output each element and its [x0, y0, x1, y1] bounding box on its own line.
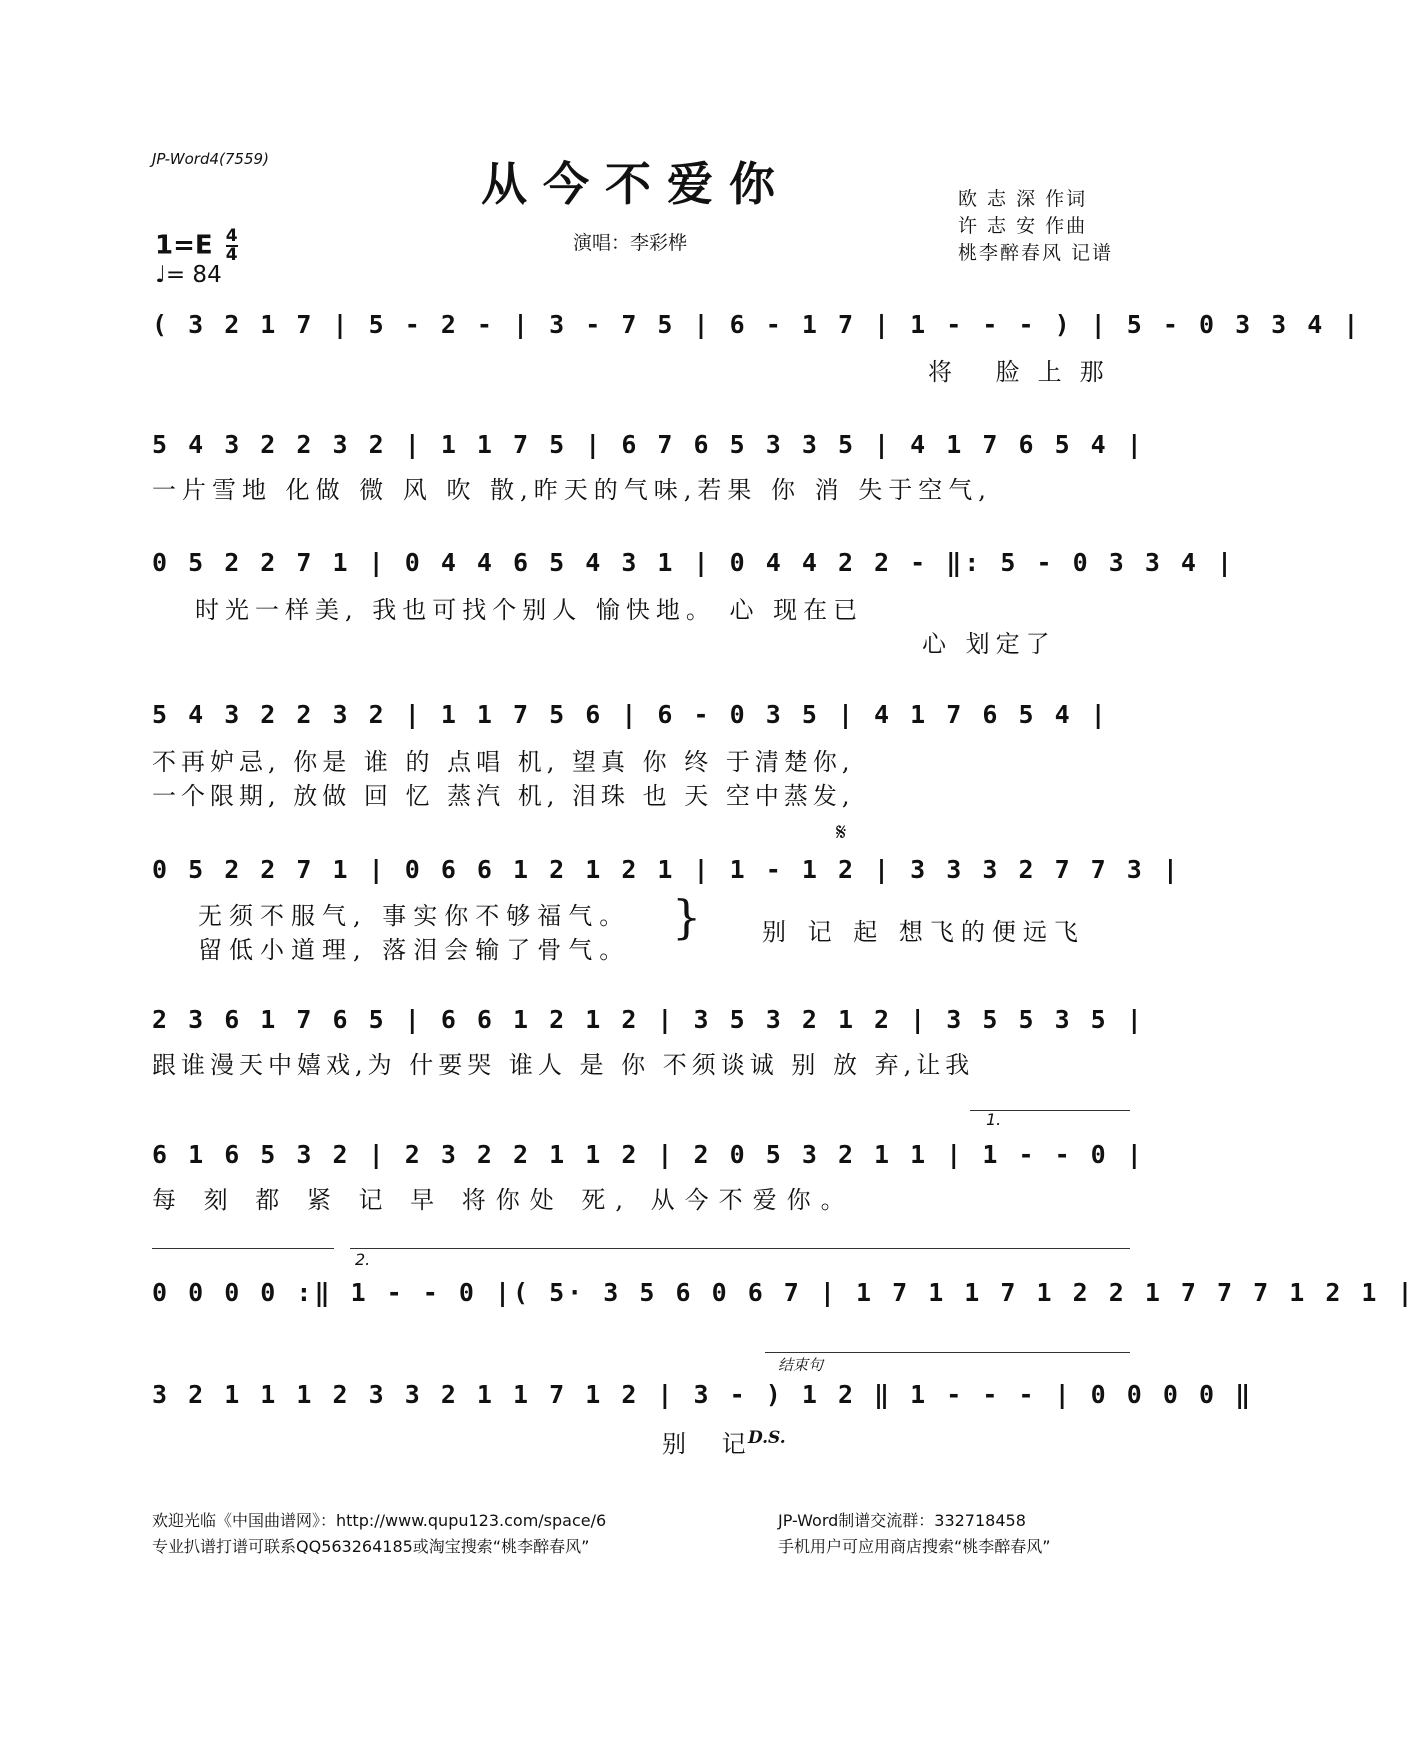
volta-2-label: 2.	[355, 1250, 371, 1269]
score-line-3-notes: 0 5 2 2 7 1 | 0 4 4 6 5 4 3 1 | 0 4 4 2 2 - ‖: 5 - 0 3 3 4 |	[152, 548, 1236, 577]
time-bottom: 4	[225, 245, 238, 265]
volta-1-continuation	[152, 1248, 334, 1249]
key: 1=E	[155, 230, 213, 261]
score-line-8-notes: 0 0 0 0 :‖ 1 - - 0 |( 5· 3 5 6 0 6 7 | 1 7 1 1 7 1 2 2 1 7 7 7 1 2 1 |	[152, 1278, 1416, 1307]
footer-right	[778, 1508, 1051, 1560]
footer-left	[152, 1508, 606, 1560]
footer-left-1: 欢迎光临《中国曲谱网》：http://www.qupu123.com/space/6	[152, 1511, 607, 1530]
score-line-6-lyrics: 跟谁漫天中嬉戏,为 什要哭 谁人 是 你 不须谈诚 别 放 弃,让我	[152, 1051, 975, 1079]
singer: 演唱：李彩桦	[573, 232, 688, 254]
footer-right-2: 手机用户可应用商店搜索“桃李醉春风”	[778, 1537, 1051, 1556]
score-line-2-lyrics: 一片雪地 化做 微 风 吹 散,昨天的气味,若果 你 消 失于空气,	[152, 476, 992, 504]
transcriber: 桃李醉春风 记谱	[958, 242, 1114, 264]
segno-icon: 𝄋	[836, 818, 847, 846]
dal-segno: D.S.	[748, 1428, 786, 1448]
score-line-1-notes: ( 3 2 1 7 | 5 - 2 - | 3 - 7 5 | 6 - 1 7 | 1 - - - ) | 5 - 0 3 3 4 |	[152, 310, 1362, 339]
ending-label: 结束句	[778, 1356, 824, 1374]
composer: 许 志 安 作曲	[958, 215, 1088, 237]
score-line-9-notes: 3 2 1 1 1 2 3 3 2 1 1 7 1 2 | 3 - ) 1 2 ‖ 1 - - - | 0 0 0 0 ‖	[152, 1380, 1254, 1409]
score-line-3-lyrics-a: 时光一样美, 我也可找个别人 愉快地。 心 现在已	[195, 596, 864, 624]
song-title: 从今不爱你	[481, 157, 791, 211]
score-line-5-lyrics-b: 留低小道理, 落泪会输了骨气。	[198, 936, 631, 964]
software-label: JP-Word4(7559)	[152, 150, 269, 168]
score-line-3-lyrics-b: 心 划定了	[922, 630, 1056, 658]
volta-1-label: 1.	[986, 1110, 1002, 1129]
key-signature	[155, 228, 238, 264]
score-line-9-lyrics: 别 记	[662, 1430, 760, 1458]
score-line-6-notes: 2 3 6 1 7 6 5 | 6 6 1 2 1 2 | 3 5 3 2 1 2 | 3 5 5 3 5 |	[152, 1005, 1145, 1034]
footer-left-2: 专业扒谱打谱可联系QQ563264185或淘宝搜索“桃李醉春风”	[152, 1537, 590, 1556]
score-line-5-notes: 0 5 2 2 7 1 | 0 6 6 1 2 1 2 1 | 1 - 1 2 | 3 3 3 2 7 7 3 |	[152, 855, 1181, 884]
score-line-4-notes: 5 4 3 2 2 3 2 | 1 1 7 5 6 | 6 - 0 3 5 | 4 1 7 6 5 4 |	[152, 700, 1109, 729]
score-line-5-lyrics-c: 别 记 起 想飞的便远飞	[762, 918, 1085, 946]
score-line-4-lyrics-b: 一个限期, 放做 回 忆 蒸汽 机, 泪珠 也 天 空中蒸发,	[152, 782, 855, 810]
footer-right-1: JP-Word制谱交流群：332718458	[778, 1511, 1026, 1530]
score-line-7-lyrics: 每 刻 都 紧 记 早 将你处 死, 从今不爱你。	[152, 1186, 855, 1214]
score-line-1-lyrics: 将 脸上那	[928, 358, 1122, 386]
tempo: ♩= 84	[155, 262, 222, 288]
ending-bracket	[765, 1352, 1130, 1353]
volta-2-bracket	[350, 1248, 1130, 1249]
credits	[958, 186, 1113, 267]
score-line-5-lyrics-a: 无须不服气, 事实你不够福气。	[198, 902, 631, 930]
score-line-2-notes: 5 4 3 2 2 3 2 | 1 1 7 5 | 6 7 6 5 3 3 5 | 4 1 7 6 5 4 |	[152, 430, 1145, 459]
brace: }	[672, 890, 702, 944]
score-line-7-notes: 6 1 6 5 3 2 | 2 3 2 2 1 1 2 | 2 0 5 3 2 1 1 | 1 - - 0 |	[152, 1140, 1145, 1169]
score-line-4-lyrics-a: 不再妒忌, 你是 谁 的 点唱 机, 望真 你 终 于清楚你,	[152, 748, 855, 776]
time-signature	[226, 228, 238, 264]
time-top: 4	[225, 226, 238, 246]
lyricist: 欧 志 深 作词	[958, 188, 1088, 210]
